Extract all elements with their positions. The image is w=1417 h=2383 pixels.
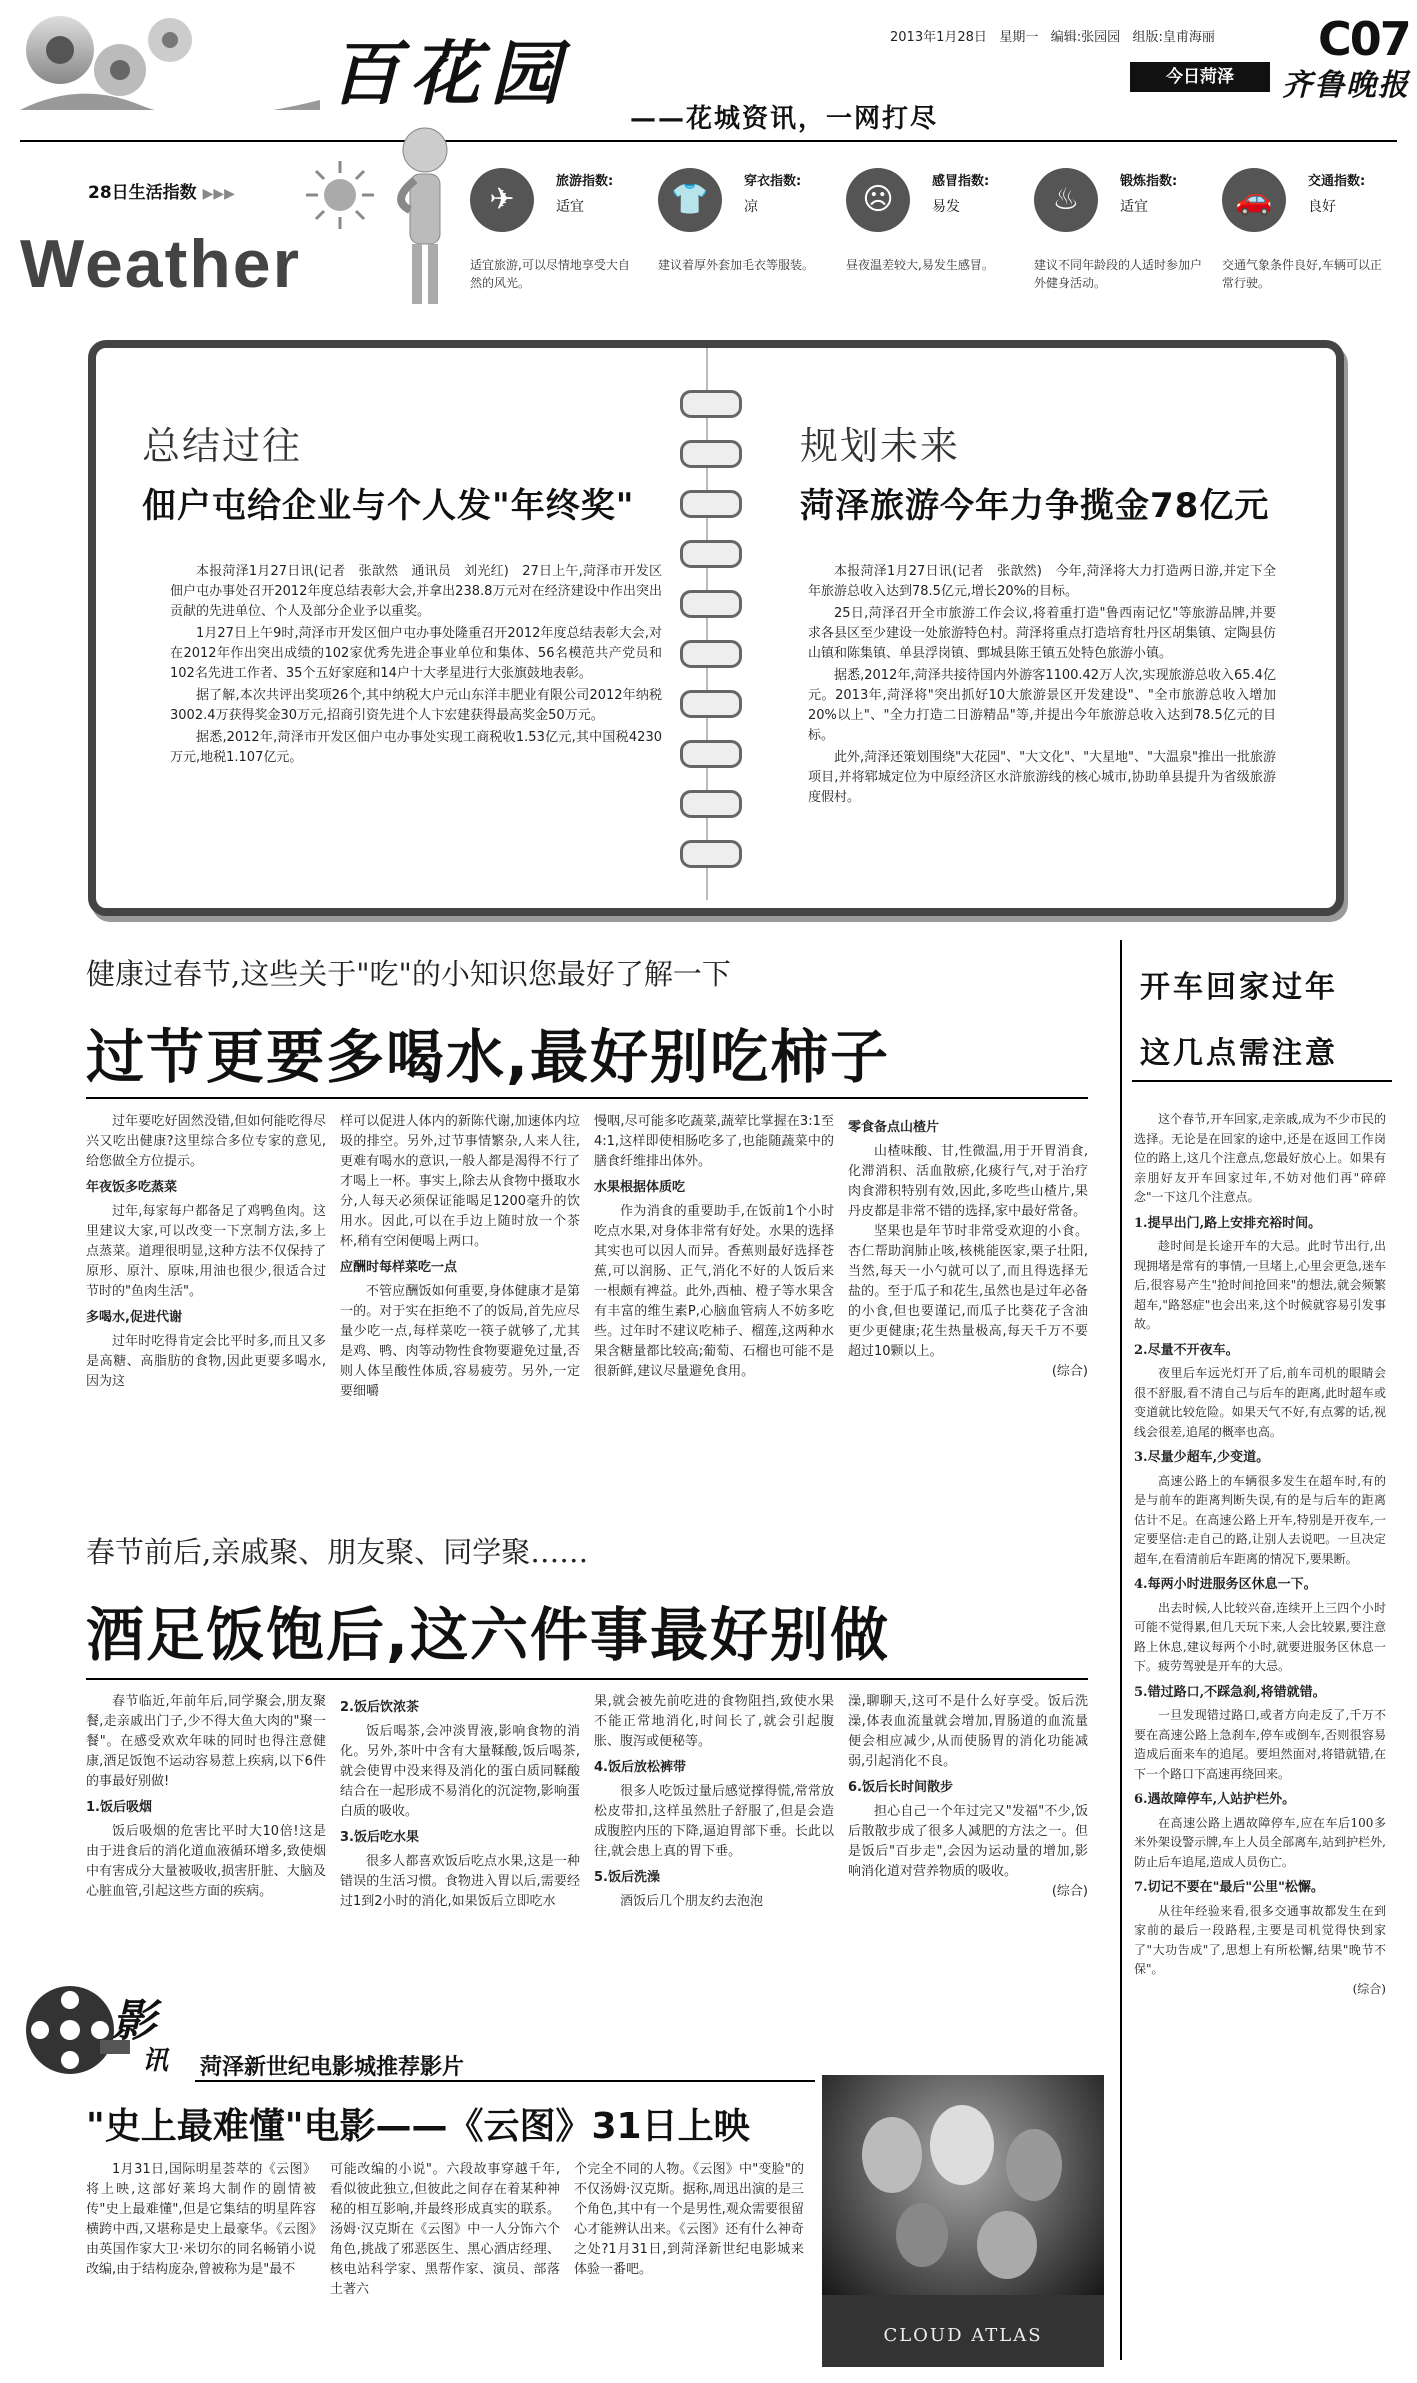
section-heading: 1.提早出门,路上安排充裕时间。 xyxy=(1134,1215,1322,1231)
section-heading: 零食备点山楂片 xyxy=(848,1120,940,1135)
paragraph: 不管应酬饭如何重要,身体健康才是第一的。对于实在拒绝不了的饭局,首先应尽量少吃一点,每样菜吃一筷子就够了,尤其是鸡、鸭、肉等动物性食物要避免过量,否则人体呈酸性体质,容易疲劳。另外,一定要细嚼 xyxy=(340,1284,580,1399)
thinking-figure-icon xyxy=(370,110,470,310)
weather-item-desc: 建议不同年龄段的人适时参加户外健身活动。 xyxy=(1034,258,1203,290)
ring-binder-icon xyxy=(680,690,742,718)
paragraph: 据了解,本次共评出奖项26个,其中纳税大户元山东洋丰肥业有限公司2012年纳税3002.4万获得奖金30万元,招商引资先进个人卞宏建获得最高奖金50万元。 xyxy=(170,688,662,723)
airplane-icon: ✈ xyxy=(470,168,534,232)
section-heading: 3.饭后吃水果 xyxy=(340,1830,419,1845)
article1-col-2 xyxy=(340,1112,580,1402)
section-tag-label: 今日菏泽 xyxy=(1166,67,1234,87)
weather-item xyxy=(846,160,1026,310)
section-heading: 年夜饭多吃蒸菜 xyxy=(86,1180,178,1195)
section-heading: 4.每两小时进服务区休息一下。 xyxy=(1134,1577,1317,1592)
movie-logo-small: 讯 xyxy=(142,2046,169,2076)
ring-binder-icon xyxy=(680,840,742,868)
paragraph: 春节临近,年前年后,同学聚会,朋友聚餐,走亲戚出门子,少不得大鱼大肉的"聚一餐"。在感受欢欢年味的同时也得注意健康,酒足饭饱不运动容易惹上疾病,以下6件的事最好别做! xyxy=(86,1694,326,1789)
article1-title: 过节更要多喝水,最好别吃柿子 xyxy=(86,1023,891,1091)
weather-item-value: 凉 xyxy=(744,199,758,215)
layout-credit: 组版:皇甫海丽 xyxy=(1132,30,1215,45)
ring-binder-icon xyxy=(680,790,742,818)
paragraph: 一旦发现错过路口,或者方向走反了,千万不要在高速公路上急刹车,停车或倒车,否则很容易造成后面来车的追尾。要坦然面对,将错就错,在下一个路口下高速再绕回来。 xyxy=(1134,1708,1386,1781)
paragraph: 1月27日上午9时,菏泽市开发区佃户屯办事处隆重召开2012年度总结表彰大会,对在2012年作出突出成绩的102家优秀先进企事业单位和集体、56名模范共产党员和102名先进工作者、35个五好家庭和14户十大孝星进行大张旗鼓地表彰。 xyxy=(170,626,662,681)
right-title: 菏泽旅游今年力争揽金78亿元 xyxy=(800,486,1270,526)
sidebar-title-1: 开车回家过年 xyxy=(1140,970,1338,1005)
source-note: (综合) xyxy=(1051,1884,1088,1899)
article1-col-1 xyxy=(86,1112,326,1392)
article2-col-1 xyxy=(86,1692,326,1902)
article1-col-3 xyxy=(594,1112,834,1382)
ring-binder-icon xyxy=(680,440,742,468)
paragraph: 在高速公路上遇故障停车,应在车后100多米外架设警示牌,车上人员全部离车,站到护栏外,防止后车追尾,造成人员伤亡。 xyxy=(1134,1815,1386,1869)
section-heading: 5.饭后洗澡 xyxy=(594,1870,660,1885)
paragraph: 出去时候,人比较兴奋,连续开上三四个小时可能不觉得累,但几天玩下来,人会比较累,要注意路上休息,建议每两个小时,就要进服务区休息一下。疲劳驾驶是开车的大忌。 xyxy=(1134,1600,1386,1673)
source-note: (综合) xyxy=(1352,1981,1386,1996)
article2-col-3 xyxy=(594,1692,834,1912)
paragraph: 作为消食的重要助手,在饭前1个小时吃点水果,对身体非常有好处。水果的选择其实也可以因人而异。香蕉则最好选择苍蕉,可以润肠、正气,消化不好的人饭后来一根颇有裨益。此外,西柚、橙子等水果含有丰富的维生素P,心脑血管病人不妨多吃些。过年时不建议吃柿子、榴莲,这两种水果含糖量都比较高;葡萄、石榴也可能不是很新鲜,建议尽量避免食用。 xyxy=(594,1204,834,1379)
page-code: C07 xyxy=(1318,12,1410,66)
paragraph: 饭后喝茶,会冲淡胃液,影响食物的消化。另外,茶叶中含有大量鞣酸,饭后喝茶,就会使胃中没来得及消化的蛋白质同鞣酸结合在一起形成不易消化的沉淀物,影响蛋白质的吸收。 xyxy=(340,1724,580,1819)
ring-binder-icon xyxy=(680,590,742,618)
paragraph: 25日,菏泽召开全市旅游工作会议,将着重打造"鲁西南记忆"等旅游品牌,并要求各县区至少建设一处旅游特色村。菏泽将重点打造培育牡丹区胡集镇、定陶县仿山镇和陈集镇、单县浮岗镇、鄄城县陈王镇五处特色旅游小镇。 xyxy=(808,606,1277,661)
section-heading: 6.遇故障停车,人站护栏外。 xyxy=(1134,1792,1296,1807)
right-article-body xyxy=(808,562,1276,810)
editor-credit: 编辑:张园园 xyxy=(1050,30,1121,45)
weather-item-value: 适宜 xyxy=(1120,199,1148,215)
paragraph: 趁时间是长途开车的大忌。此时节出行,出现拥堵是常有的事情,一旦堵上,心里会更急,迷车后,很容易产生"抢时间抢回来"的想法,就会频繁超车,"路怒症"也会出来,这个时候就容易引发事故。 xyxy=(1134,1239,1386,1331)
weather-item-desc: 昼夜温差较大,易发生感冒。 xyxy=(846,258,994,272)
article1-col-4 xyxy=(848,1112,1088,1382)
movie-col-1: 1月31日,国际明星荟萃的《云图》将上映,这部好莱坞大制作的剧情被传"史上最难懂",但是它集结的明星阵容横跨中西,又堪称是史上最豪华。《云图》由英国作家大卫·米切尔的同名畅销小说改编,由于结构庞杂,曾被称为是"最不 xyxy=(86,2162,316,2277)
flower-icon xyxy=(20,10,320,110)
ring-binder-icon xyxy=(680,490,742,518)
sidebar-body xyxy=(1134,1110,1386,1999)
paragraph: 果,就会被先前吃进的食物阻挡,致使水果不能正常地消化,时间长了,就会引起腹胀、腹泻或便秘等。 xyxy=(594,1694,834,1749)
poster-caption: CLOUD ATLAS xyxy=(883,2325,1043,2346)
paragraph: 担心自己一个年过完又"发福"不少,饭后散散步成了很多人减肥的方法之一。但是饭后"百步走",会因为运动量的增加,影响消化道对营养物质的吸收。 xyxy=(848,1804,1088,1879)
ring-binder-icon xyxy=(680,640,742,668)
paragraph: 酒饭后几个朋友约去泡泡 xyxy=(620,1894,764,1909)
paragraph: 这个春节,开车回家,走亲戚,成为不少市民的选择。无论是在回家的途中,还是在返回工作岗位的路上,这几个注意点,您最好放心上。如果有亲朋好友开车回家过年,不妨对他们再"碎碎念"一下这几个注意点。 xyxy=(1134,1112,1386,1204)
paragraph: 过年要吃好固然没错,但如何能吃得尽兴又吃出健康?这里综合多位专家的意见,给您做全方位提示。 xyxy=(86,1114,326,1169)
header-rule xyxy=(20,140,1397,142)
paragraph: 样可以促进人体内的新陈代谢,加速体内垃圾的排空。另外,过节事情繁杂,人来人往,更难有喝水的意识,一般人都是渴得不行了才喝上一杯。事实上,除去从食物中摄取水分,人每天必须保证能喝足1200毫升的饮用水。因此,可以在手边上随时放一个茶杯,稍有空闲便喝上两口。 xyxy=(340,1114,580,1249)
ring-binder-icon xyxy=(680,390,742,418)
paragraph: 坚果也是年节时非常受欢迎的小食。杏仁帮助润肺止咳,核桃能医家,栗子壮阳,当然,每天一小勺就可以了,而且得选择无盐的。至于瓜子和花生,虽然也是过年必备的小食,但也要谨记,而瓜子比葵花子含油更少更健康;花生热量极高,每天千万不要超过10颗以上。 xyxy=(848,1224,1088,1359)
article1-rule xyxy=(86,1097,1088,1099)
paragraph: 本报菏泽1月27日讯(记者 张歆然 通讯员 刘光红) 27日上午,菏泽市开发区佃户屯办事处召开2012年度总结表彰大会,并拿出238.8万元对在经济建设中作出突出贡献的先进单位、个人及部分企业予以重奖。 xyxy=(170,564,662,619)
weather-item-desc: 适宜旅游,可以尽情地享受大自然的风光。 xyxy=(470,258,630,290)
ring-binder-icon xyxy=(680,540,742,568)
movie-poster xyxy=(822,2075,1104,2367)
right-kicker: 规划未来 xyxy=(800,424,961,468)
paragraph: 据悉,2012年,菏泽共接待国内外游客1100.42万人次,实现旅游总收入65.4亿元。2013年,菏泽将"突出抓好10大旅游景区开发建设"、"全市旅游总收入增加20%以上"、"全力打造二日游精品"等,并提出今年旅游总收入达到78.5亿元的目标。 xyxy=(808,668,1276,743)
paragraph: 据悉,2012年,菏泽市开发区佃户屯办事处实现工商税收1.53亿元,其中国税4230万元,地税1.107亿元。 xyxy=(170,730,662,765)
paragraph: 山楂味酸、甘,性微温,用于开胃消食,化滞消积、活血散瘀,化痰行气,对于治疗肉食滞积特别有效,因此,多吃些山楂片,果丹皮都是非常不错的选择,家中最好常备。 xyxy=(848,1144,1088,1219)
paragraph: 高速公路上的车辆很多发生在超车时,有的是与前车的距离判断失误,有的是与后车的距离估计不足。在高速公路上开车,特别是开夜车,一定要坚信:走自己的路,让别人去说吧。一旦决定超车,在看清前后车距离的情况下,要果断。 xyxy=(1134,1473,1386,1566)
paragraph: 过年,每家每户都备足了鸡鸭鱼肉。这里建议大家,可以改变一下烹制方法,多上点蒸菜。道理很明显,这种方法不仅保持了原形、原汁、原味,用油也很少,很适合过节时的"鱼肉生活"。 xyxy=(86,1204,326,1299)
flower-banner-image xyxy=(20,10,320,110)
paragraph: 此外,菏泽还策划围绕"大花园"、"大文化"、"大星地"、"大温泉"推出一批旅游项目,并将郓城定位为中原经济区水浒旅游线的核心城市,协助单县提升为省级旅游度假村。 xyxy=(808,750,1276,805)
movie-header: 菏泽新世纪电影城推荐影片 xyxy=(200,2055,465,2080)
column-slogan: ——花城资讯，一网打尽 xyxy=(630,104,939,134)
weather-item-value: 易发 xyxy=(932,199,960,215)
section-heading: 7.切记不要在"最后"公里"松懈。 xyxy=(1134,1880,1324,1895)
section-tag xyxy=(1130,62,1270,92)
weather-date-label: 28日生活指数 ▶▶▶ xyxy=(88,183,235,203)
section-heading: 水果根据体质吃 xyxy=(594,1180,686,1195)
article2-col-2 xyxy=(340,1692,580,1912)
weather-item-label: 锻炼指数: xyxy=(1120,174,1178,189)
article2-kicker: 春节前后,亲戚聚、朋友聚、同学聚…… xyxy=(86,1535,589,1569)
paper-name: 齐鲁晚报 xyxy=(1282,68,1410,103)
section-heading: 4.饭后放松裤带 xyxy=(594,1760,686,1775)
weather-item xyxy=(658,160,838,310)
issue-date: 2013年1月28日 xyxy=(890,30,987,45)
weather-item-label: 交通指数: xyxy=(1308,174,1366,189)
weather-item xyxy=(470,160,650,310)
section-heading: 5.错过路口,不踩急刹,将错就错。 xyxy=(1134,1684,1326,1700)
article2-col-4 xyxy=(848,1692,1088,1902)
exercise-icon: ♨ xyxy=(1034,168,1098,232)
section-heading: 多喝水,促进代谢 xyxy=(86,1310,182,1325)
poster-image-icon xyxy=(822,2075,1104,2367)
article2-title: 酒足饭饱后,这六件事最好别做 xyxy=(86,1601,891,1669)
weather-item-label: 旅游指数: xyxy=(556,174,614,189)
paragraph: 从往年经验来看,很多交通事故都发生在到家前的最后一段路程,主要是司机觉得快到家了"大功告成"了,思想上有所松懈,结果"晚节不保"。 xyxy=(1134,1903,1386,1976)
shirt-icon: 👕 xyxy=(658,168,722,232)
weather-item xyxy=(1034,160,1214,310)
arrows-icon: ▶▶▶ xyxy=(202,186,235,202)
paragraph: 夜里后车远光灯开了后,前车司机的眼睛会很不舒服,看不清自己与后车的距离,此时超车或变道就比较危险。如果天气不好,有点雾的话,视线会很差,追尾的概率也高。 xyxy=(1134,1366,1386,1439)
weather-item xyxy=(1222,160,1402,310)
weather-item-label: 穿衣指数: xyxy=(744,174,802,189)
left-article-body xyxy=(170,562,662,770)
issue-weekday: 星期一 xyxy=(999,30,1039,45)
weather-item-value: 适宜 xyxy=(556,199,584,215)
paragraph: 很多人吃饭过量后感觉撑得慌,常常放松皮带扣,这样虽然肚子舒服了,但是会造成腹腔内压的下降,逼迫胃部下垂。长此以往,就会患上真的胃下垂。 xyxy=(594,1784,834,1859)
sidebar-rule xyxy=(1132,1080,1392,1082)
sidebar-title-2: 这几点需注意 xyxy=(1140,1036,1338,1071)
source-note: (综合) xyxy=(1051,1364,1088,1379)
movie-logo: 影 xyxy=(112,1996,156,2047)
left-kicker: 总结过往 xyxy=(142,424,303,468)
paragraph: 很多人都喜欢饭后吃点水果,这是一种错误的生活习惯。食物进入胃以后,需要经过1到2小时的消化,如果饭后立即吃水 xyxy=(340,1854,580,1909)
weather-item-desc: 交通气象条件良好,车辆可以正常行驶。 xyxy=(1222,258,1382,290)
paragraph: 本报菏泽1月27日讯(记者 张歆然) 今年,菏泽将大力打造两日游,并定下全年旅游总收入达到78.5亿元,增长20%的目标。 xyxy=(808,564,1276,599)
paragraph: 澡,聊聊天,这可不是什么好享受。饭后洗澡,体表血流量就会增加,胃肠道的血流量便会相应减少,从而使肠胃的消化功能减弱,引起消化不良。 xyxy=(848,1694,1088,1769)
column-title: 百花园 xyxy=(330,32,570,115)
left-title: 佃户屯给企业与个人发"年终奖" xyxy=(142,486,635,526)
movie-col-2: 可能改编的小说"。六段故事穿越千年,看似彼此独立,但彼此之间存在着某种神秘的相互影响,并最终形成真实的联系。汤姆·汉克斯在《云图》中一人分饰六个角色,挑战了邪恶医生、黑心酒店经理、核电站科学家、黑帮作家、演员、部落土著六 xyxy=(330,2162,560,2297)
sun-icon xyxy=(300,155,380,235)
article1-kicker: 健康过春节,这些关于"吃"的小知识您最好了解一下 xyxy=(86,957,731,991)
movie-header-rule xyxy=(195,2080,815,2082)
paragraph: 过年时吃得肯定会比平时多,而且又多是高糖、高脂肪的食物,因此更要多喝水,因为这 xyxy=(86,1334,326,1389)
movie-title: "史上最难懂"电影——《云图》31日上映 xyxy=(86,2106,750,2147)
paragraph: 慢咽,尽可能多吃蔬菜,蔬荤比掌握在3:1至4:1,这样即使相肠吃多了,也能随蔬菜中的膳食纤维排出体外。 xyxy=(594,1114,834,1169)
section-heading: 2.尽量不开夜车。 xyxy=(1134,1342,1239,1358)
section-heading: 2.饭后饮浓茶 xyxy=(340,1700,419,1715)
weather-word: Weather xyxy=(20,226,302,302)
ring-binder-icon xyxy=(680,740,742,768)
weather-item-desc: 建议着厚外套加毛衣等服装。 xyxy=(658,258,815,272)
article2-rule xyxy=(86,1678,1088,1680)
weather-item-value: 良好 xyxy=(1308,199,1336,215)
movie-col-3: 个完全不同的人物。《云图》中"变脸"的不仅汤姆·汉克斯。据称,周迅出演的是三个角色,其中有一个是男性,观众需要很留心才能辨认出来。《云图》还有什么神奇之处?1月31日,到菏泽新世纪电影城来体验一番吧。 xyxy=(574,2162,804,2277)
weather-item-label: 感冒指数: xyxy=(932,174,990,189)
car-icon: 🚗 xyxy=(1222,168,1286,232)
section-heading: 1.饭后吸烟 xyxy=(86,1800,152,1815)
sneeze-icon: ☹ xyxy=(846,168,910,232)
paragraph: 饭后吸烟的危害比平时大10倍!这是由于进食后的消化道血液循环增多,致使烟中有害成分大量被吸收,损害肝脏、大脑及心脏血管,引起这些方面的疾病。 xyxy=(86,1824,326,1899)
section-heading: 6.饭后长时间散步 xyxy=(848,1780,953,1795)
header-meta xyxy=(890,26,1215,45)
section-heading: 应酬时每样菜吃一点 xyxy=(340,1260,458,1275)
section-heading: 3.尽量少超车,少变道。 xyxy=(1134,1450,1270,1465)
